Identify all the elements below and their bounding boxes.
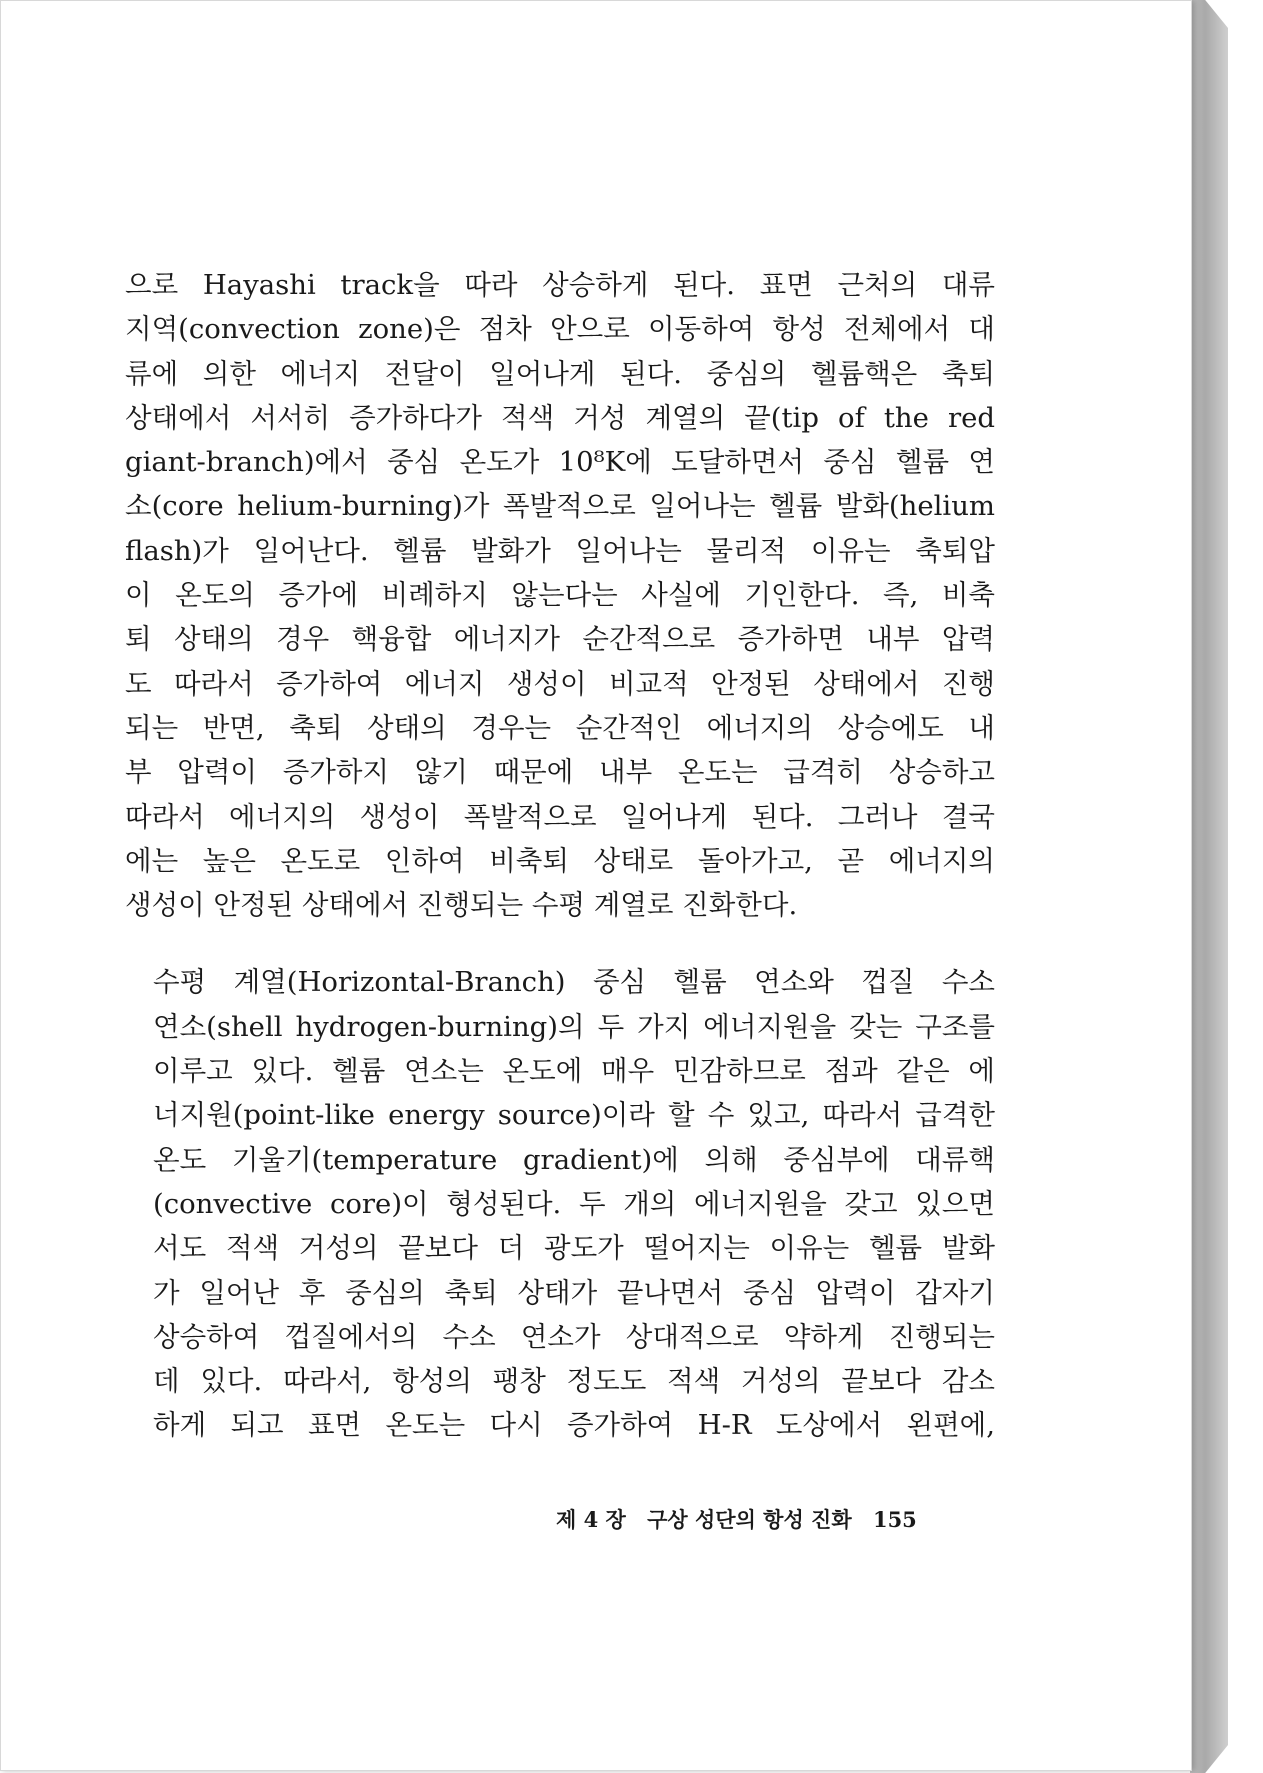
text-line: 지역(convection zone)은 점차 안으로 이동하여 항성 전체에서 대 xyxy=(125,313,995,346)
text-line: 도 따라서 증가하여 에너지 생성이 비교적 안정된 상태에서 진행 xyxy=(125,667,995,700)
text-line: 상승하여 껍질에서의 수소 연소가 상대적으로 약하게 진행되는 xyxy=(153,1320,995,1353)
text-line: 소(core helium-burning)가 폭발적으로 일어나는 헬륨 발화(helium xyxy=(125,490,995,523)
text-line: 이루고 있다. 헬륨 연소는 온도에 매우 민감하므로 점과 같은 에 xyxy=(153,1055,995,1088)
text-line: 서도 적색 거성의 끝보다 더 광도가 떨어지는 이유는 헬륨 발화 xyxy=(153,1232,995,1265)
text-line: 이 온도의 증가에 비례하지 않는다는 사실에 기인한다. 즉, 비축 xyxy=(125,579,995,612)
text-line: 생성이 안정된 상태에서 진행되는 수평 계열로 진화한다. xyxy=(125,889,798,922)
page-footer xyxy=(556,1504,917,1534)
text-line: 가 일어난 후 중심의 축퇴 상태가 끝나면서 중심 압력이 갑자기 xyxy=(153,1276,995,1309)
text-line: 류에 의한 에너지 전달이 일어나게 된다. 중심의 헬륨핵은 축퇴 xyxy=(125,357,995,390)
text-line: 연소(shell hydrogen-burning)의 두 가지 에너지원을 갖는 구조를 xyxy=(153,1010,995,1043)
text-line: 에는 높은 온도로 인하여 비축퇴 상태로 돌아가고, 곧 에너지의 xyxy=(125,844,995,877)
text-line: 으로 Hayashi track을 따라 상승하게 된다. 표면 근처의 대류 xyxy=(125,269,995,301)
chapter-label: 제 4 장 xyxy=(556,1507,626,1532)
text-line: 너지원(point-like energy source)이라 할 수 있고, 따라서 급격한 xyxy=(153,1099,995,1132)
paragraph-1 xyxy=(125,263,995,927)
text-line: 퇴 상태의 경우 핵융합 에너지가 순간적으로 증가하면 내부 압력 xyxy=(125,623,995,656)
text-line: flash)가 일어난다. 헬륨 발화가 일어나는 물리적 이유는 축퇴압 xyxy=(125,534,995,567)
text-line: 되는 반면, 축퇴 상태의 경우는 순간적인 에너지의 상승에도 내 xyxy=(125,711,995,744)
text-line: 따라서 에너지의 생성이 폭발적으로 일어나게 된다. 그러나 결국 xyxy=(125,800,995,833)
text-line: 부 압력이 증가하지 않기 때문에 내부 온도는 급격히 상승하고 xyxy=(125,756,995,789)
text-line: (convective core)이 형성된다. 두 개의 에너지원을 갖고 있으면 xyxy=(153,1187,995,1220)
text-line: 상태에서 서서히 증가하다가 적색 거성 계열의 끝(tip of the red xyxy=(125,401,995,434)
text-line: 데 있다. 따라서, 항성의 팽창 정도도 적색 거성의 끝보다 감소 xyxy=(153,1365,995,1398)
text-line: 수평 계열(Horizontal-Branch) 중심 헬륨 연소와 껍질 수소 xyxy=(153,966,995,999)
body-text xyxy=(125,263,995,1448)
page-edge xyxy=(1190,0,1228,1773)
text-line: 온도 기울기(temperature gradient)에 의해 중심부에 대류핵 xyxy=(153,1143,995,1176)
text-line: giant-branch)에서 중심 온도가 10⁸K에 도달하면서 중심 헬륨 연 xyxy=(125,446,995,479)
text-line: 하게 되고 표면 온도는 다시 증가하여 H-R 도상에서 왼편에, xyxy=(153,1409,995,1442)
chapter-title: 구상 성단의 항성 진화 xyxy=(647,1507,852,1532)
paragraph-2 xyxy=(125,960,995,1447)
page-number: 155 xyxy=(872,1507,917,1532)
